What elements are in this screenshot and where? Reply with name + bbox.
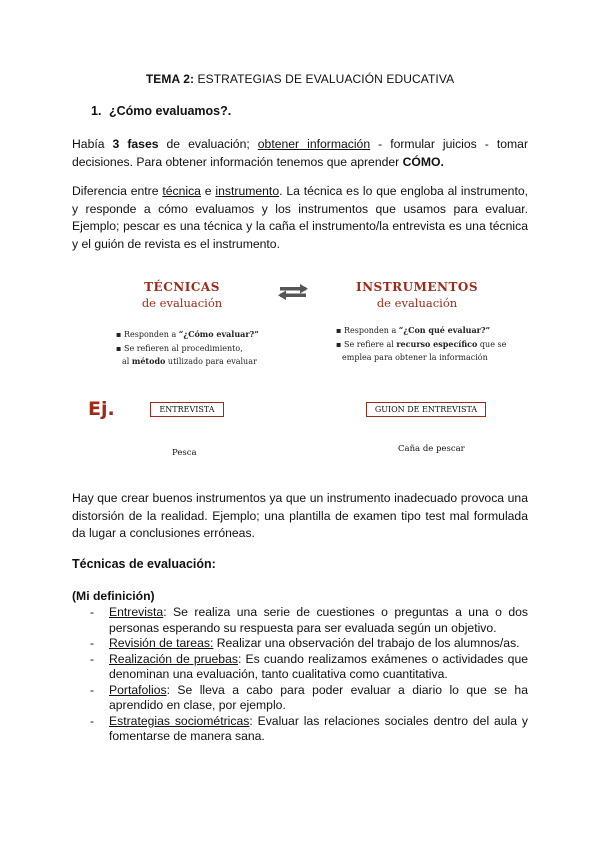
text-run: de evaluación; (158, 137, 258, 151)
instrumentos-bullets (336, 324, 526, 365)
text-run: . La técnica es lo que engloba al instrumento, y responde a cómo evaluamos y los instrumentos que usamos para evaluar. Ejemplo; pescar es una técnica y la caña el instrumento/la entrevista es una técnica y el guión de revista es el instrumento. (72, 184, 528, 251)
underlined-run: obtener información (257, 137, 371, 151)
text-run: Había (72, 137, 113, 151)
tecnicas-list (88, 605, 528, 745)
list-item (88, 714, 528, 745)
dash-bullet: - (90, 605, 95, 619)
tecnicas-heading-text: Técnicas de evaluación: (72, 557, 216, 571)
section-title: ¿Cómo evaluamos?. (109, 104, 232, 118)
item-term: Entrevista (109, 605, 164, 619)
text-run: que se (477, 339, 507, 349)
instrumentos-heading (342, 280, 492, 310)
section-heading (91, 104, 231, 118)
list-item (88, 652, 528, 683)
text-run: ▪ Se refiere al (336, 339, 397, 349)
text-run: emplea para obtener la información (342, 353, 488, 362)
text-run: ▪ Responden a (116, 330, 179, 339)
tecnicas-title: TÉCNICAS (144, 280, 220, 294)
item-text: : Se realiza una serie de cuestiones o preguntas a una o dos personas esperando su respuesta para ser evaluada según un objetivo. (109, 605, 528, 635)
list-item (88, 683, 528, 714)
guion-entrevista-box: GUION DE ENTREVISTA (366, 402, 486, 417)
list-item (88, 636, 528, 652)
dash-bullet: - (90, 636, 95, 650)
item-term: Estrategias sociométricas (109, 713, 250, 728)
example-label: Ej. (88, 398, 115, 420)
example-cana: Caña de pescar (398, 444, 465, 454)
bullet-item (116, 342, 296, 356)
tecnicas-bullets (116, 328, 296, 369)
item-text: : Evaluar las relaciones sociales dentro del aula y fomentarse de manera sana. (109, 713, 528, 743)
dash-bullet: - (90, 651, 95, 666)
text-run: ▪ Responden a (336, 326, 399, 335)
text-run: - formular juicios - tomar decisiones. Para obtener información tenemos que aprender (72, 137, 528, 169)
section-number: 1. (91, 104, 102, 118)
bold-run: “¿Con qué evaluar?” (398, 325, 491, 335)
tecnicas-subtitle: de evaluación (141, 296, 223, 310)
item-text: Realizar una observación del trabajo de los alumnos/as. (213, 636, 520, 650)
example-pesca: Pesca (172, 448, 197, 458)
bold-run: recurso específico (396, 338, 478, 349)
document-title (0, 72, 600, 86)
bold-run: 3 fases (112, 137, 159, 151)
bold-run: CÓMO. (402, 154, 444, 169)
bullet-item (336, 324, 526, 338)
bold-run: “¿Cómo evaluar?” (178, 329, 259, 339)
bold-run: método (131, 356, 166, 366)
underlined-run: instrumento (215, 184, 280, 198)
item-term: Realización de pruebas (109, 651, 238, 666)
dash-bullet: - (90, 713, 95, 728)
paragraph-fases (72, 136, 528, 171)
tecnicas-instrumentos-diagram (72, 272, 528, 472)
item-text: : Se lleva a cabo para poder evaluar a diario lo que se ha aprendido en clase, por ejemplo. (109, 682, 528, 712)
double-arrow-icon (278, 284, 308, 300)
text-run: e (200, 184, 216, 198)
underlined-run: técnica (162, 184, 201, 198)
paragraph-diferencia (72, 183, 528, 253)
bullet-item (336, 351, 526, 365)
title-text: ESTRATEGIAS DE EVALUACIÓN EDUCATIVA (194, 72, 455, 86)
tecnicas-heading (112, 280, 252, 310)
item-text: : Es cuando realizamos exámenes o actividades que denominan una evaluación, tanto cualitativa como cuantitativa. (109, 651, 528, 681)
instrumentos-subtitle: de evaluación (376, 296, 458, 310)
paragraph-instrumentos: Hay que crear buenos instrumentos ya que un instrumento inadecuado provoca una distorsión de la realidad. Ejemplo; una plantilla de examen tipo test mal formulada da lugar a conclusiones erróneas. (72, 491, 528, 540)
bullet-item (336, 338, 526, 352)
item-term: Portafolios (109, 682, 167, 697)
bullet-item (116, 328, 296, 342)
dash-bullet: - (90, 682, 95, 697)
list-item (88, 605, 528, 636)
title-label: TEMA 2: (145, 72, 195, 86)
text-run: ▪ Se refieren al procedimiento, (116, 343, 243, 353)
instrumentos-title: INSTRUMENTOS (355, 280, 479, 294)
item-term: Revisión de tareas: (109, 636, 214, 650)
mi-definicion-heading: (Mi definición) (72, 589, 155, 603)
bullet-item (116, 355, 296, 369)
text-run: utilizado para evaluar (165, 357, 257, 366)
entrevista-box: ENTREVISTA (150, 402, 224, 417)
text-run: Diferencia entre (72, 184, 163, 198)
text-run: al (122, 357, 132, 366)
